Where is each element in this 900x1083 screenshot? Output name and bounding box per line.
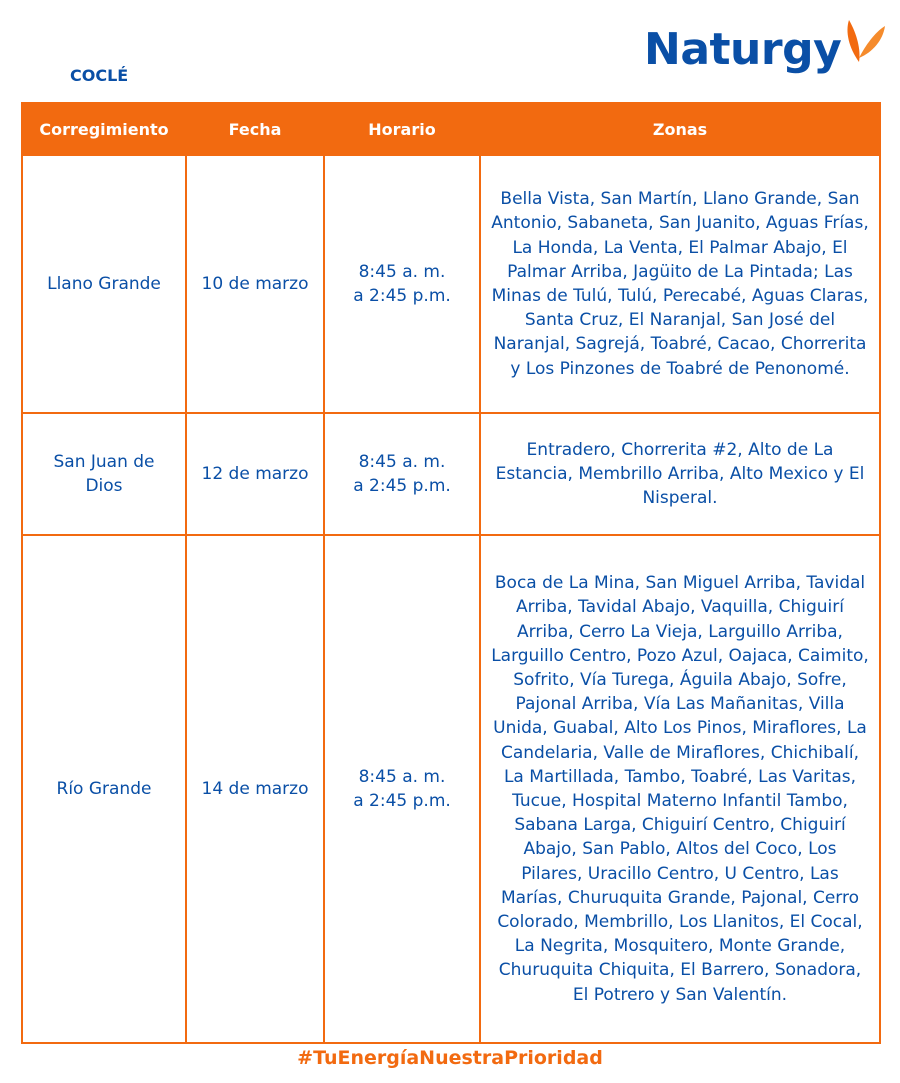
cell-corregimiento: Llano Grande [22,155,186,413]
cell-fecha: 10 de marzo [186,155,324,413]
province-title: COCLÉ [70,66,129,85]
logo-text: Naturgy [644,24,842,75]
cell-horario: 8:45 a. m. a 2:45 p.m. [324,413,480,535]
table-row [22,535,880,1043]
column-header-horario: Horario [324,103,480,155]
cell-fecha: 12 de marzo [186,413,324,535]
column-header-corregimiento: Corregimiento [22,103,186,155]
table-row [22,155,880,413]
table-row [22,413,880,535]
butterfly-icon [843,18,887,66]
table-header-row [22,103,880,155]
naturgy-logo [644,18,887,75]
cell-zonas: Entradero, Chorrerita #2, Alto de La Estancia, Membrillo Arriba, Alto Mexico y El Nisperal. [480,413,880,535]
cell-horario: 8:45 a. m. a 2:45 p.m. [324,535,480,1043]
cell-corregimiento: Río Grande [22,535,186,1043]
schedule-table [21,102,881,1044]
column-header-fecha: Fecha [186,103,324,155]
hashtag-footer: #TuEnergíaNuestraPrioridad [297,1047,603,1069]
cell-zonas: Bella Vista, San Martín, Llano Grande, San Antonio, Sabaneta, San Juanito, Aguas Frías, La Honda, La Venta, El Palmar Abajo, El Palmar Arriba, Jagüito de La Pintada; Las Minas de Tulú, Tulú, Perecabé, Aguas Claras, Santa Cruz, El Naranjal, San José del Naranjal, Sagrejá, Toabré, Cacao, Chorrerita y Los Pinzones de Toabré de Penonomé. [480,155,880,413]
cell-fecha: 14 de marzo [186,535,324,1043]
cell-corregimiento: San Juan de Dios [22,413,186,535]
cell-zonas: Boca de La Mina, San Miguel Arriba, Tavidal Arriba, Tavidal Abajo, Vaquilla, Chiguirí Arriba, Cerro La Vieja, Larguillo Arriba, Larguillo Centro, Pozo Azul, Oajaca, Caimito, Sofrito, Vía Turega, Águila Abajo, Sofre, Pajonal Arriba, Vía Las Mañanitas, Villa Unida, Guabal, Alto Los Pinos, Miraflores, La Candelaria, Valle de Miraflores, Chichibalí, La Martillada, Tambo, Toabré, Las Varitas, Tucue, Hospital Materno Infantil Tambo, Sabana Larga, Chiguirí Centro, Chiguirí Abajo, San Pablo, Altos del Coco, Los Pilares, Uracillo Centro, U Centro, Las Marías, Churuquita Grande, Pajonal, Cerro Colorado, Membrillo, Los Llanitos, El Cocal, La Negrita, Mosquitero, Monte Grande, Churuquita Chiquita, El Barrero, Sonadora, El Potrero y San Valentín. [480,535,880,1043]
cell-horario: 8:45 a. m. a 2:45 p.m. [324,155,480,413]
column-header-zonas: Zonas [480,103,880,155]
